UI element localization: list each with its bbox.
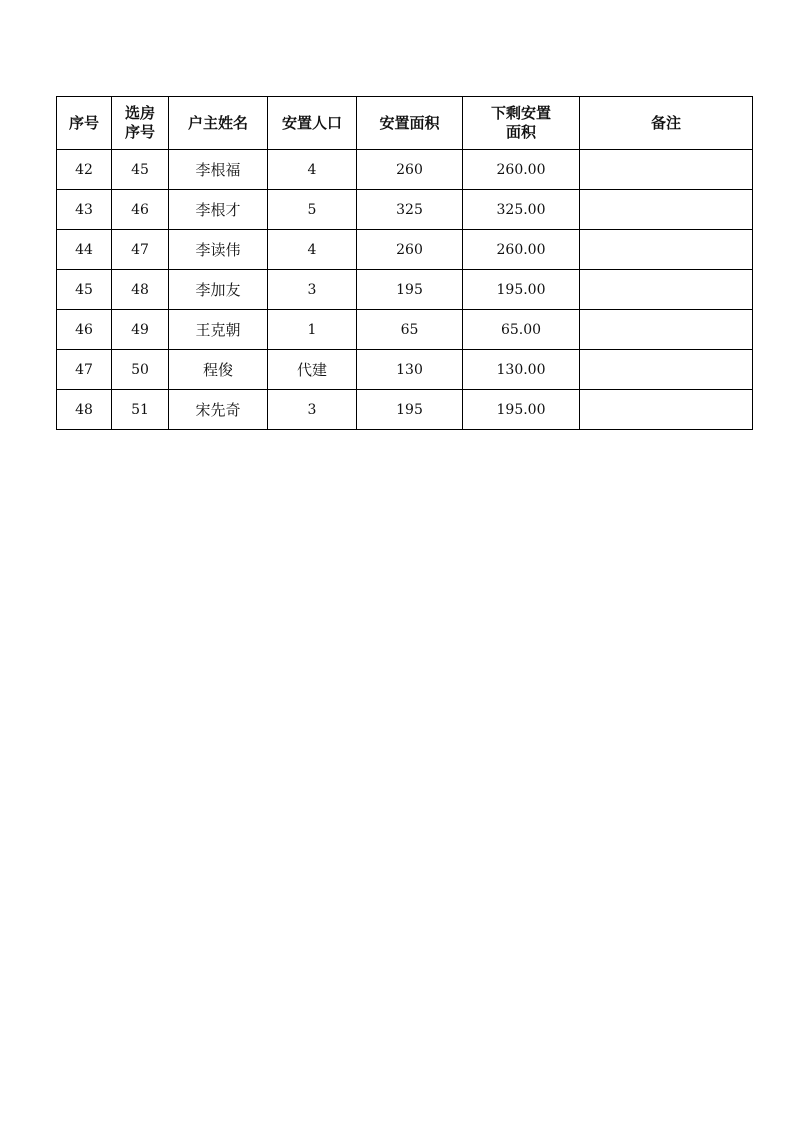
header-remark: 备注	[580, 97, 753, 150]
cell-remaining-area: 325.00	[463, 190, 580, 230]
table-row	[57, 310, 753, 350]
table-row	[57, 350, 753, 390]
header-owner-name: 户主姓名	[169, 97, 268, 150]
cell-owner-name: 李读伟	[169, 230, 268, 270]
cell-remark	[580, 390, 753, 430]
cell-seq: 46	[57, 310, 112, 350]
resettlement-table	[56, 96, 753, 430]
cell-remark	[580, 190, 753, 230]
cell-select-seq: 51	[112, 390, 169, 430]
cell-owner-name: 李根才	[169, 190, 268, 230]
header-select-seq-line1: 选房	[124, 104, 155, 122]
cell-remark	[580, 310, 753, 350]
cell-area: 195	[357, 270, 463, 310]
cell-owner-name: 李根福	[169, 150, 268, 190]
cell-remark	[580, 230, 753, 270]
cell-remark	[580, 150, 753, 190]
cell-select-seq: 47	[112, 230, 169, 270]
cell-select-seq: 45	[112, 150, 169, 190]
cell-select-seq: 50	[112, 350, 169, 390]
cell-owner-name: 李加友	[169, 270, 268, 310]
header-remaining-area	[463, 97, 580, 150]
cell-area: 325	[357, 190, 463, 230]
cell-owner-name: 宋先奇	[169, 390, 268, 430]
resettlement-table-sheet	[56, 96, 753, 430]
cell-area: 260	[357, 230, 463, 270]
header-select-seq-line2: 序号	[124, 123, 155, 141]
cell-area: 65	[357, 310, 463, 350]
header-remaining-line1: 下剩安置	[490, 104, 551, 122]
table-row	[57, 270, 753, 310]
table-row	[57, 190, 753, 230]
header-area: 安置面积	[357, 97, 463, 150]
cell-population: 5	[268, 190, 357, 230]
header-select-seq	[112, 97, 169, 150]
cell-population: 4	[268, 230, 357, 270]
cell-select-seq: 46	[112, 190, 169, 230]
cell-area: 130	[357, 350, 463, 390]
cell-seq: 42	[57, 150, 112, 190]
cell-select-seq: 48	[112, 270, 169, 310]
cell-remaining-area: 65.00	[463, 310, 580, 350]
table-row	[57, 390, 753, 430]
table-row	[57, 230, 753, 270]
cell-remark	[580, 270, 753, 310]
cell-seq: 44	[57, 230, 112, 270]
cell-population: 4	[268, 150, 357, 190]
cell-remark	[580, 350, 753, 390]
cell-population: 1	[268, 310, 357, 350]
cell-select-seq: 49	[112, 310, 169, 350]
cell-owner-name: 王克朝	[169, 310, 268, 350]
cell-area: 260	[357, 150, 463, 190]
cell-owner-name: 程俊	[169, 350, 268, 390]
cell-remaining-area: 130.00	[463, 350, 580, 390]
cell-remaining-area: 195.00	[463, 390, 580, 430]
cell-seq: 45	[57, 270, 112, 310]
header-remaining-line2: 面积	[505, 123, 536, 141]
cell-area: 195	[357, 390, 463, 430]
cell-seq: 48	[57, 390, 112, 430]
table-row	[57, 150, 753, 190]
header-seq: 序号	[57, 97, 112, 150]
table-header-row	[57, 97, 753, 150]
cell-population: 3	[268, 390, 357, 430]
cell-population: 3	[268, 270, 357, 310]
cell-remaining-area: 260.00	[463, 150, 580, 190]
cell-seq: 43	[57, 190, 112, 230]
header-population: 安置人口	[268, 97, 357, 150]
cell-remaining-area: 260.00	[463, 230, 580, 270]
cell-remaining-area: 195.00	[463, 270, 580, 310]
cell-seq: 47	[57, 350, 112, 390]
cell-population: 代建	[268, 350, 357, 390]
